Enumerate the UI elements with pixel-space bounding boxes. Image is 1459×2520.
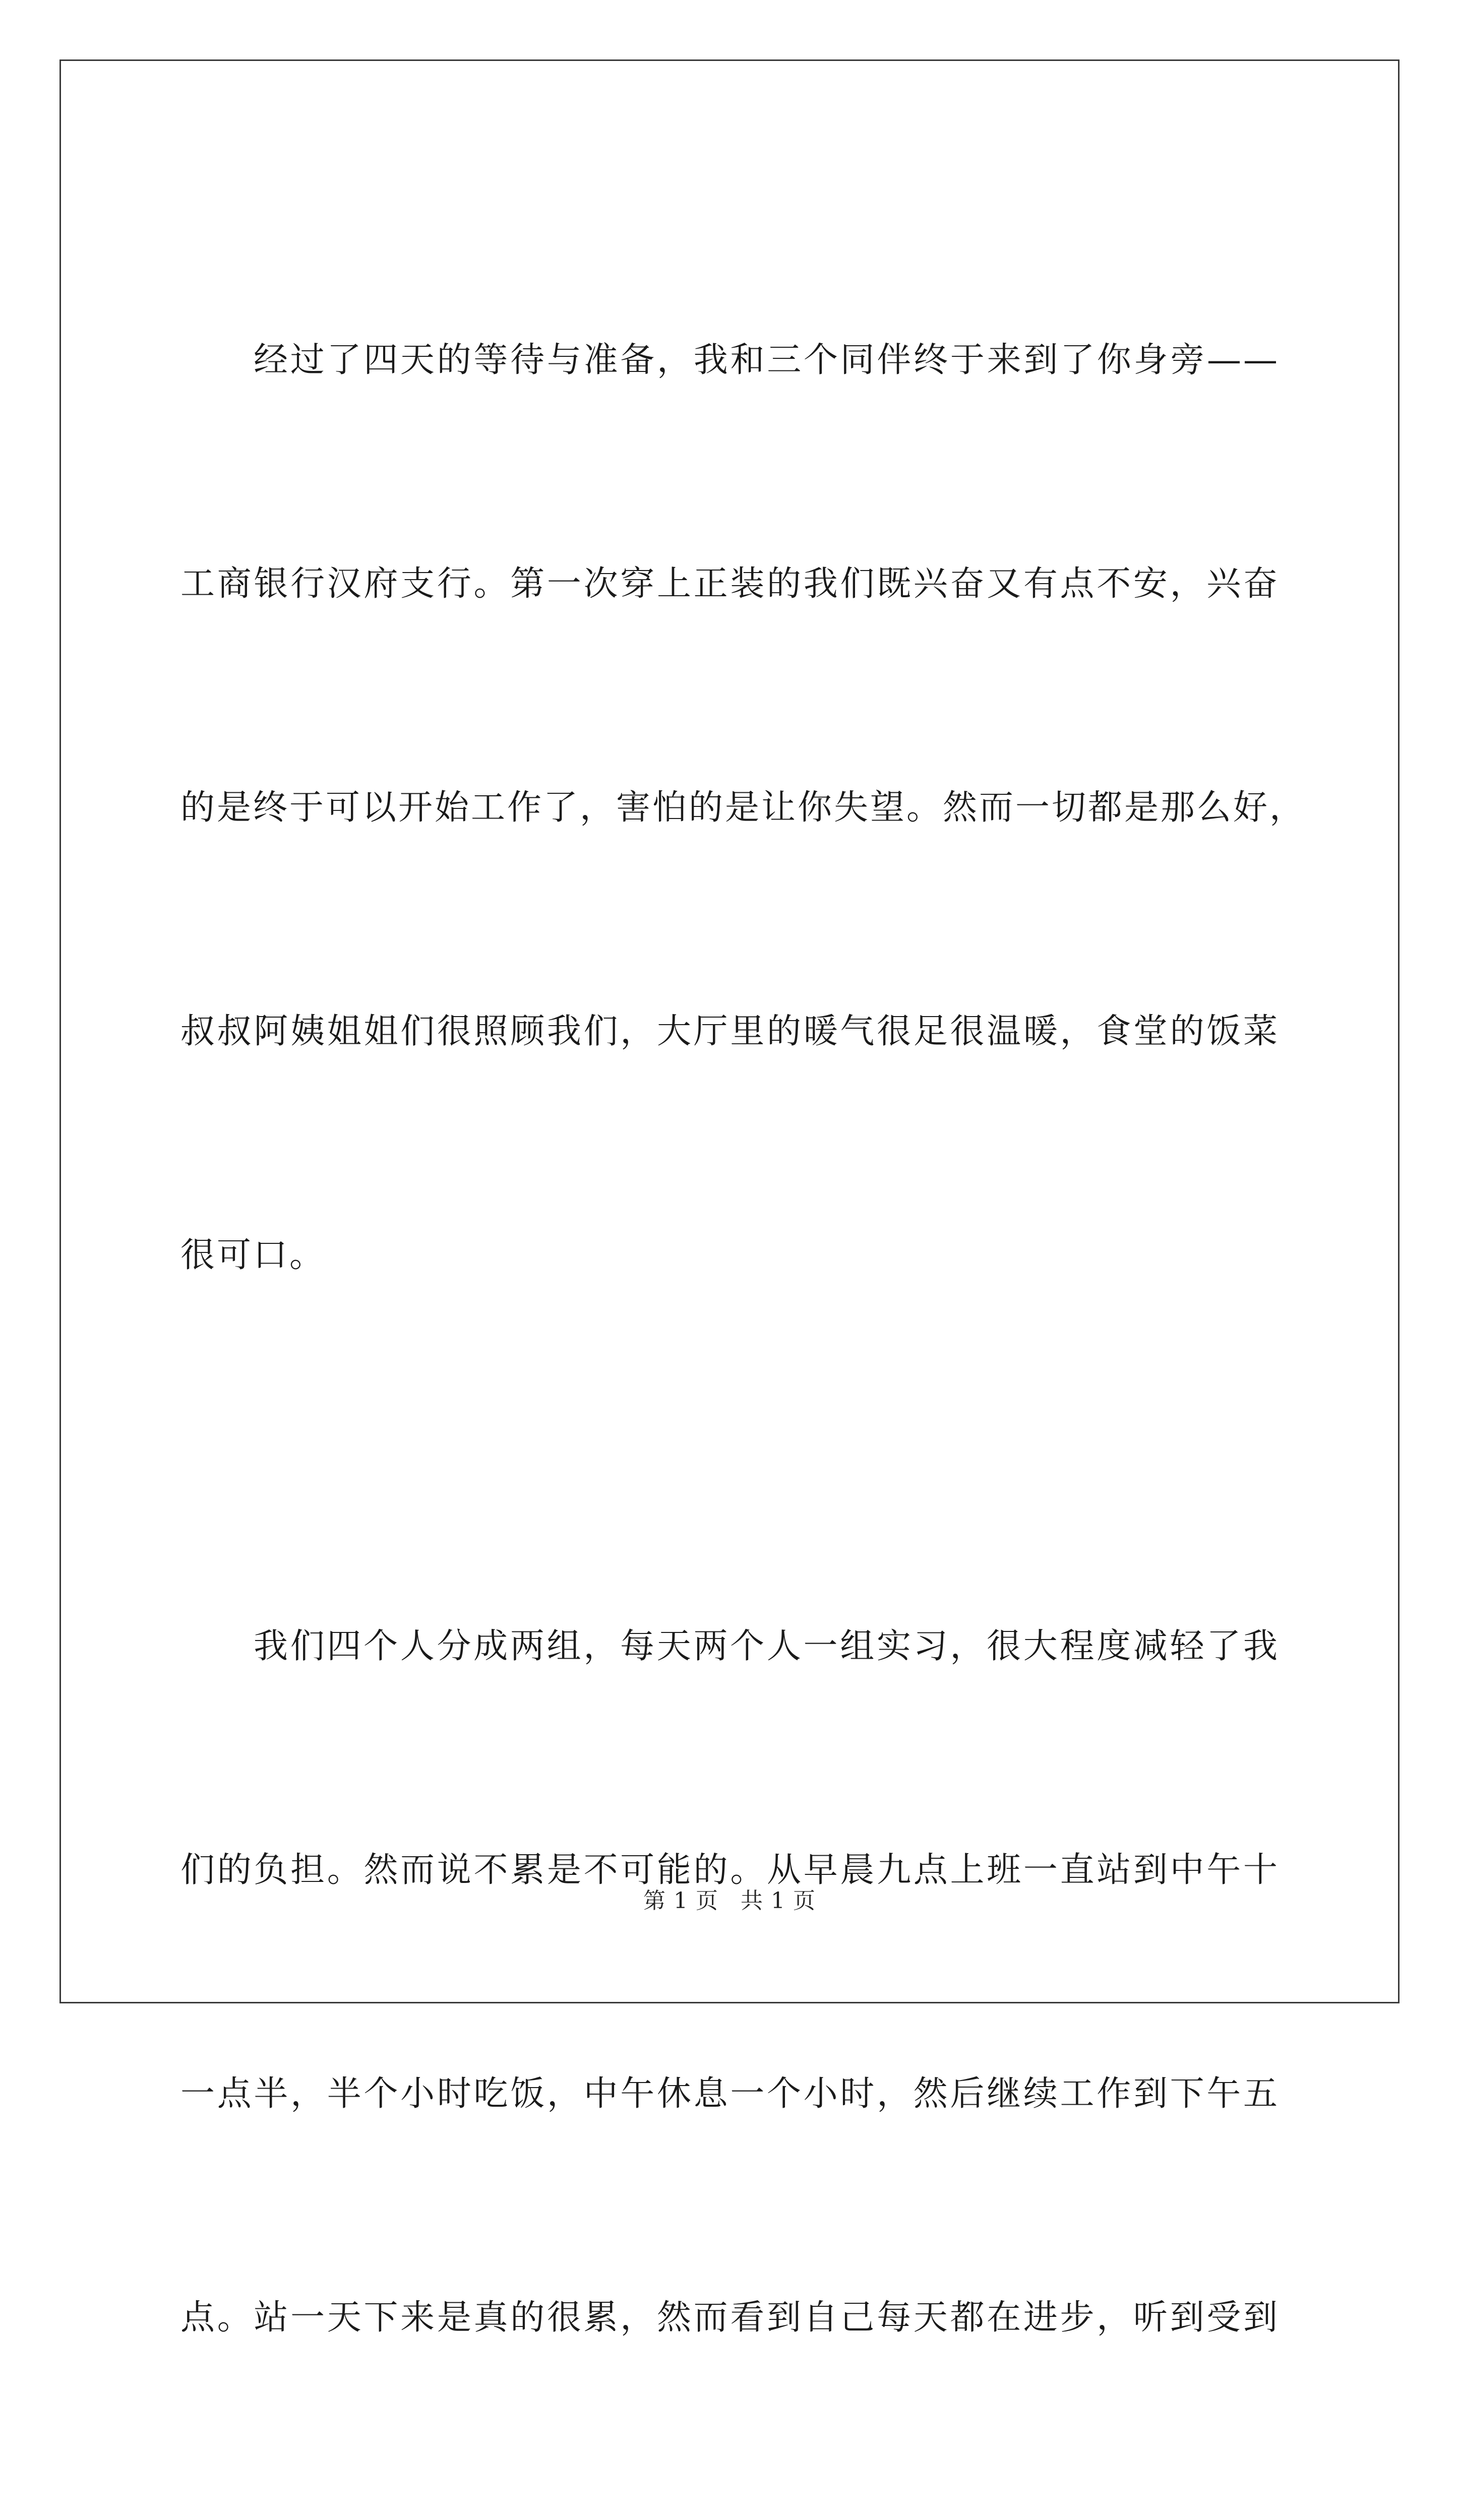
page-total: 共 1 页 xyxy=(741,1888,816,1914)
text-line: 工商银行汉府支行。第一次穿上正装的我们既兴奋又有点不安，兴奋 xyxy=(180,564,1280,604)
text-line: 们的负担。然而说不累是不可能的。从早晨九点上班一直站到中午十 xyxy=(180,1850,1280,1890)
paragraph-2 xyxy=(180,1460,1280,2520)
page-footer xyxy=(0,1882,1459,1915)
text-line xyxy=(180,2504,1280,2520)
text-line: 我们四个人分成两组，每天两个人一组实习，很大程度减轻了我 xyxy=(254,1626,1280,1666)
text-line: 的是终于可以开始工作了，害怕的是让你失望。然而一切都是那么好， xyxy=(180,788,1306,828)
document-body xyxy=(180,174,1306,2520)
text-line: 点。站一天下来是真的很累，然而看到自己每天都在进步，听到受到 xyxy=(180,2298,1280,2338)
text-line: 一点半，半个小时吃饭，中午休息一个小时，然后继续工作到下午五 xyxy=(180,2074,1280,2114)
text-line: 叔叔阿姨姐姐们很照顾我们，大厅里的暖气很足很温暖，食堂的饭菜 xyxy=(180,1012,1280,1051)
page-number: 第 1 页 xyxy=(643,1888,718,1914)
text-line: 经过了四天的等待与准备，我和三个同伴终于来到了你身旁—— xyxy=(254,340,1280,380)
text-line: 很可口。 xyxy=(180,1235,326,1275)
paragraph-1 xyxy=(180,174,1306,1442)
